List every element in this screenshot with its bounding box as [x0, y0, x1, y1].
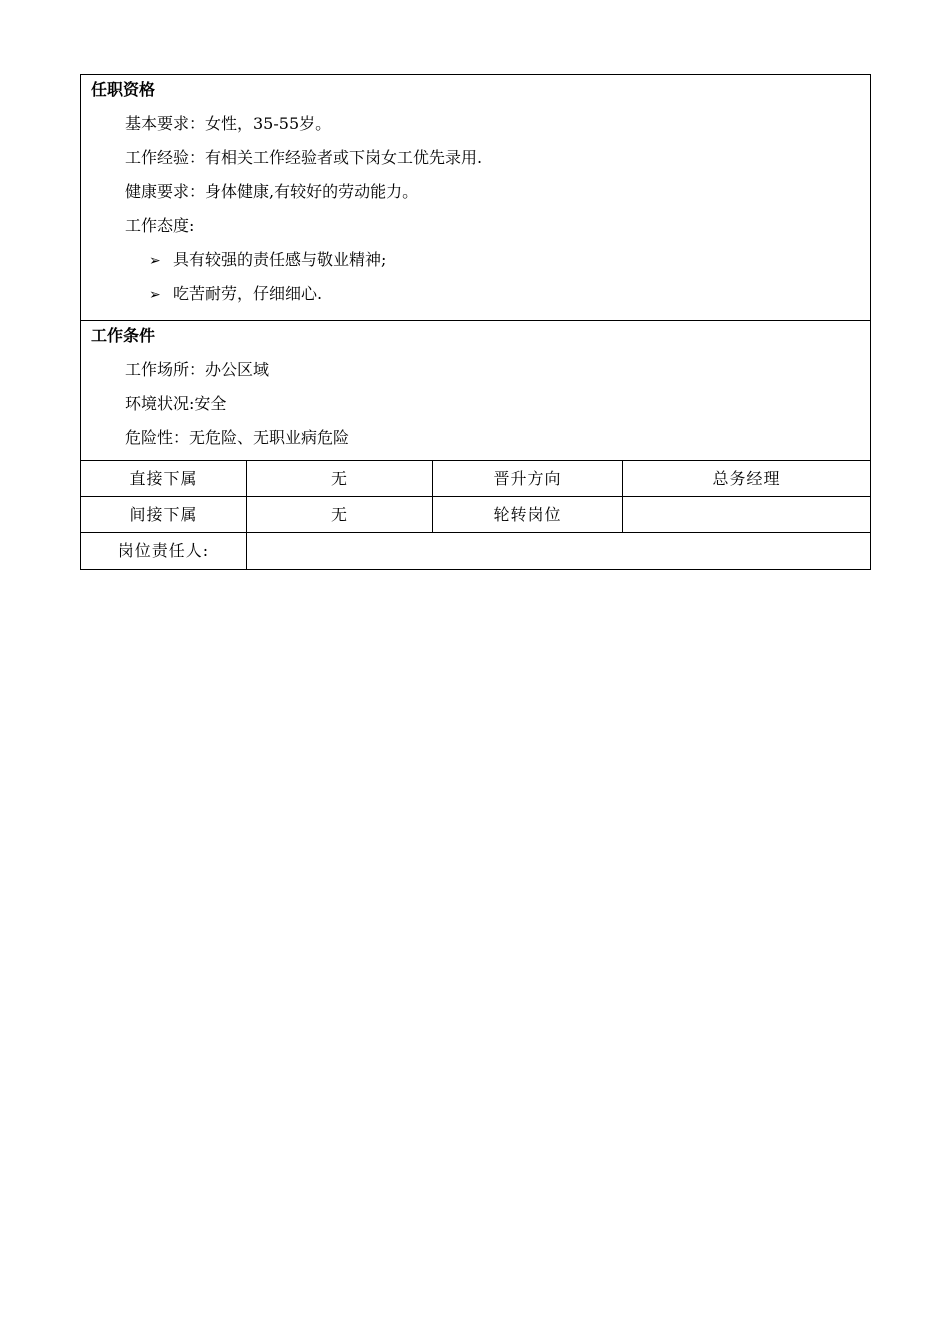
rotation-value [623, 497, 871, 533]
qualifications-row [81, 75, 871, 321]
arrow-bullet-icon: ➢ [149, 287, 161, 303]
experience-requirement: 工作经验：有相关工作经验者或下岗女工优先录用. [125, 148, 483, 167]
direct-subordinate-value: 无 [247, 461, 433, 497]
direct-subordinate-label: 直接下属 [81, 461, 247, 497]
attitude-label: 工作态度: [125, 216, 195, 235]
work-risk: 危险性：无危险、无职业病危险 [125, 428, 350, 447]
conditions-row [81, 321, 871, 461]
health-requirement: 健康要求：身体健康,有较好的劳动能力。 [125, 182, 419, 201]
table-row [81, 533, 871, 570]
qualifications-section [81, 75, 871, 321]
table-row [81, 497, 871, 533]
indirect-subordinate-label: 间接下属 [81, 497, 247, 533]
attitude-text: 具有较强的责任感与敬业精神; [173, 250, 387, 269]
conditions-title: 工作条件 [91, 326, 156, 345]
conditions-section [81, 321, 871, 461]
indirect-subordinate-value: 无 [247, 497, 433, 533]
basic-requirement: 基本要求：女性，35-55岁。 [125, 114, 332, 133]
promotion-value: 总务经理 [623, 461, 871, 497]
promotion-label: 晋升方向 [433, 461, 623, 497]
table-row [81, 461, 871, 497]
work-place: 工作场所：办公区域 [125, 360, 270, 379]
attitude-item [91, 283, 870, 305]
job-description-table [80, 74, 871, 570]
responsible-person-label: 岗位责任人: [81, 533, 247, 570]
attitude-text: 吃苦耐劳，仔细细心. [173, 284, 323, 303]
rotation-label: 轮转岗位 [433, 497, 623, 533]
attitude-item [91, 249, 870, 271]
responsible-person-value [247, 533, 871, 570]
arrow-bullet-icon: ➢ [149, 253, 161, 269]
qualifications-title: 任职资格 [91, 80, 156, 99]
work-environment: 环境状况:安全 [125, 394, 227, 413]
